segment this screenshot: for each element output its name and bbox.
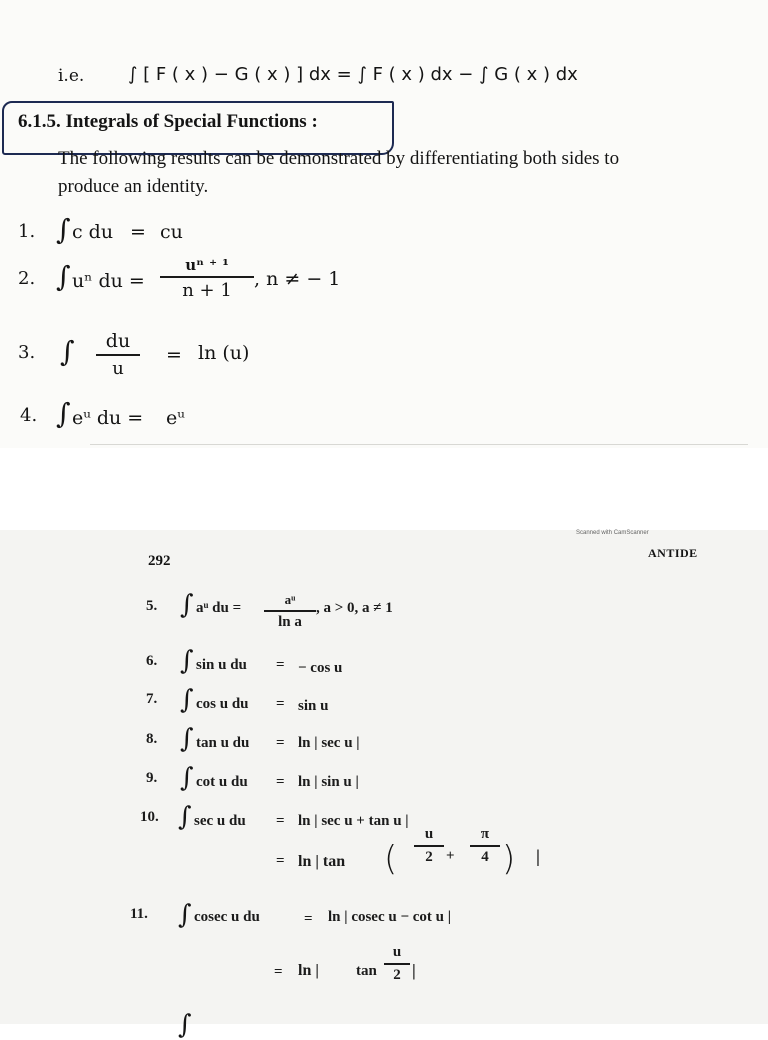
integrand: cosec u du [194, 909, 260, 925]
fraction [96, 330, 140, 379]
condition: , n ≠ − 1 [254, 268, 341, 290]
integrand: sin u du [196, 657, 247, 673]
equals-sign: = [276, 774, 285, 790]
alt-result-prefix: ln | tan [298, 853, 346, 870]
formula-number: 3. [18, 342, 36, 363]
formula-number: 2. [18, 268, 36, 289]
equals-sign: = [276, 813, 285, 829]
fraction-bar [470, 845, 500, 847]
fraction-numerator: u [424, 826, 434, 842]
fraction [160, 256, 254, 301]
tan-label: tan [356, 963, 377, 979]
fraction [264, 592, 316, 631]
fraction-pi-over-4 [470, 826, 500, 866]
integrand: sec u du [194, 813, 246, 829]
equals-sign: = [304, 911, 313, 927]
fraction-bar [414, 845, 444, 847]
top-page [0, 0, 768, 448]
integral-sign-icon: ∫ [180, 685, 194, 715]
fraction-denominator: ln a [278, 614, 302, 630]
integral-sign-icon: ∫ [180, 590, 194, 620]
fraction-numerator: uⁿ ⁺ ¹ [185, 256, 229, 274]
fraction-denominator: 2 [393, 967, 401, 983]
result: ln | sec u + tan u | [298, 813, 409, 829]
fraction-denominator: u [112, 358, 124, 379]
equals-sign: = [276, 696, 285, 712]
prior-line-formula: ∫ [ F ( x ) − G ( x ) ] dx = ∫ F ( x ) dx − ∫ G ( x ) dx [128, 64, 578, 85]
integral-sign-icon: ∫ [56, 397, 71, 430]
integrand: tan u du [196, 735, 250, 751]
integral-sign-icon: ∫ [180, 646, 194, 676]
close-paren: ) [502, 839, 516, 879]
formula-number: 1. [18, 221, 36, 242]
integrand: c du [72, 221, 114, 243]
integrand: cos u du [196, 696, 249, 712]
integrand: cot u du [196, 774, 248, 790]
section-heading: 6.1.5. Integrals of Special Functions : [18, 111, 318, 132]
prior-line-prefix: i.e. [58, 66, 85, 86]
fraction-bar [96, 354, 140, 356]
fraction-numerator: du [105, 330, 131, 352]
formula-number: 10. [140, 809, 159, 825]
result: ln | sec u | [298, 735, 360, 751]
fraction-bar [384, 963, 410, 965]
open-paren: ( [384, 839, 398, 879]
integrand: aᵘ du = [196, 600, 242, 616]
page-gap [0, 448, 768, 530]
equals-sign: = [276, 735, 285, 751]
integral-sign-icon: ∫ [60, 335, 75, 368]
formula-number: 9. [146, 770, 158, 786]
fraction-denominator: n + 1 [182, 280, 232, 301]
fraction-numerator: π [480, 826, 490, 842]
result: ln | cosec u − cot u | [328, 909, 452, 925]
integral-sign-icon: ∫ [180, 724, 194, 754]
integral-sign-icon: ∫ [178, 900, 192, 930]
fraction-numerator: u [392, 944, 402, 960]
integral-sign-icon: ∫ [178, 802, 192, 832]
fraction-u-over-2 [384, 944, 410, 984]
integral-sign-icon: ∫ [56, 260, 71, 293]
formula-number: 7. [146, 691, 158, 707]
running-header: ANTIDE [648, 546, 698, 560]
result: − cos u [298, 660, 343, 676]
intro-line-2: produce an identity. [58, 176, 209, 197]
integrand: eᵘ du = [72, 407, 144, 429]
result: ln (u) [198, 342, 250, 364]
equals-sign: = [276, 657, 285, 673]
page-number: 292 [148, 553, 171, 569]
formula-number: 4. [20, 405, 38, 426]
equals-sign: = [274, 964, 283, 980]
abs-bar: | [536, 846, 540, 866]
plus-sign: + [446, 848, 455, 864]
alt-result-prefix: ln | [298, 962, 319, 979]
fraction-numerator: aᵘ [284, 592, 296, 607]
integral-sign-icon: ∫ [180, 763, 194, 793]
integrand: uⁿ du = [72, 270, 145, 292]
result: cu [160, 221, 183, 243]
fraction-denominator: 2 [425, 849, 433, 865]
result: eᵘ [166, 407, 185, 429]
intro-line-1: The following results can be demonstrated by differentiating both sides to [58, 148, 620, 169]
fraction-bar [160, 276, 254, 278]
integral-sign-icon: ∫ [56, 213, 71, 246]
formula-number: 11. [130, 906, 148, 922]
abs-bar: | [412, 961, 416, 980]
formula-number: 8. [146, 731, 158, 747]
equals-sign: = [166, 344, 182, 366]
bottom-page [0, 530, 768, 1040]
fraction-denominator: 4 [481, 849, 489, 865]
formula-number: 5. [146, 598, 158, 614]
integral-sign-icon-cutoff: ∫ [178, 1010, 192, 1040]
equals-sign: = [276, 853, 285, 869]
formula-number: 6. [146, 653, 158, 669]
fraction-bar [264, 610, 316, 612]
equals-sign: = [130, 221, 146, 243]
result: ln | sin u | [298, 774, 359, 790]
result: sin u [298, 698, 329, 714]
fraction-u-over-2 [414, 826, 444, 866]
condition: , a > 0, a ≠ 1 [316, 600, 393, 616]
scan-watermark: Scanned with CamScanner [576, 530, 649, 536]
